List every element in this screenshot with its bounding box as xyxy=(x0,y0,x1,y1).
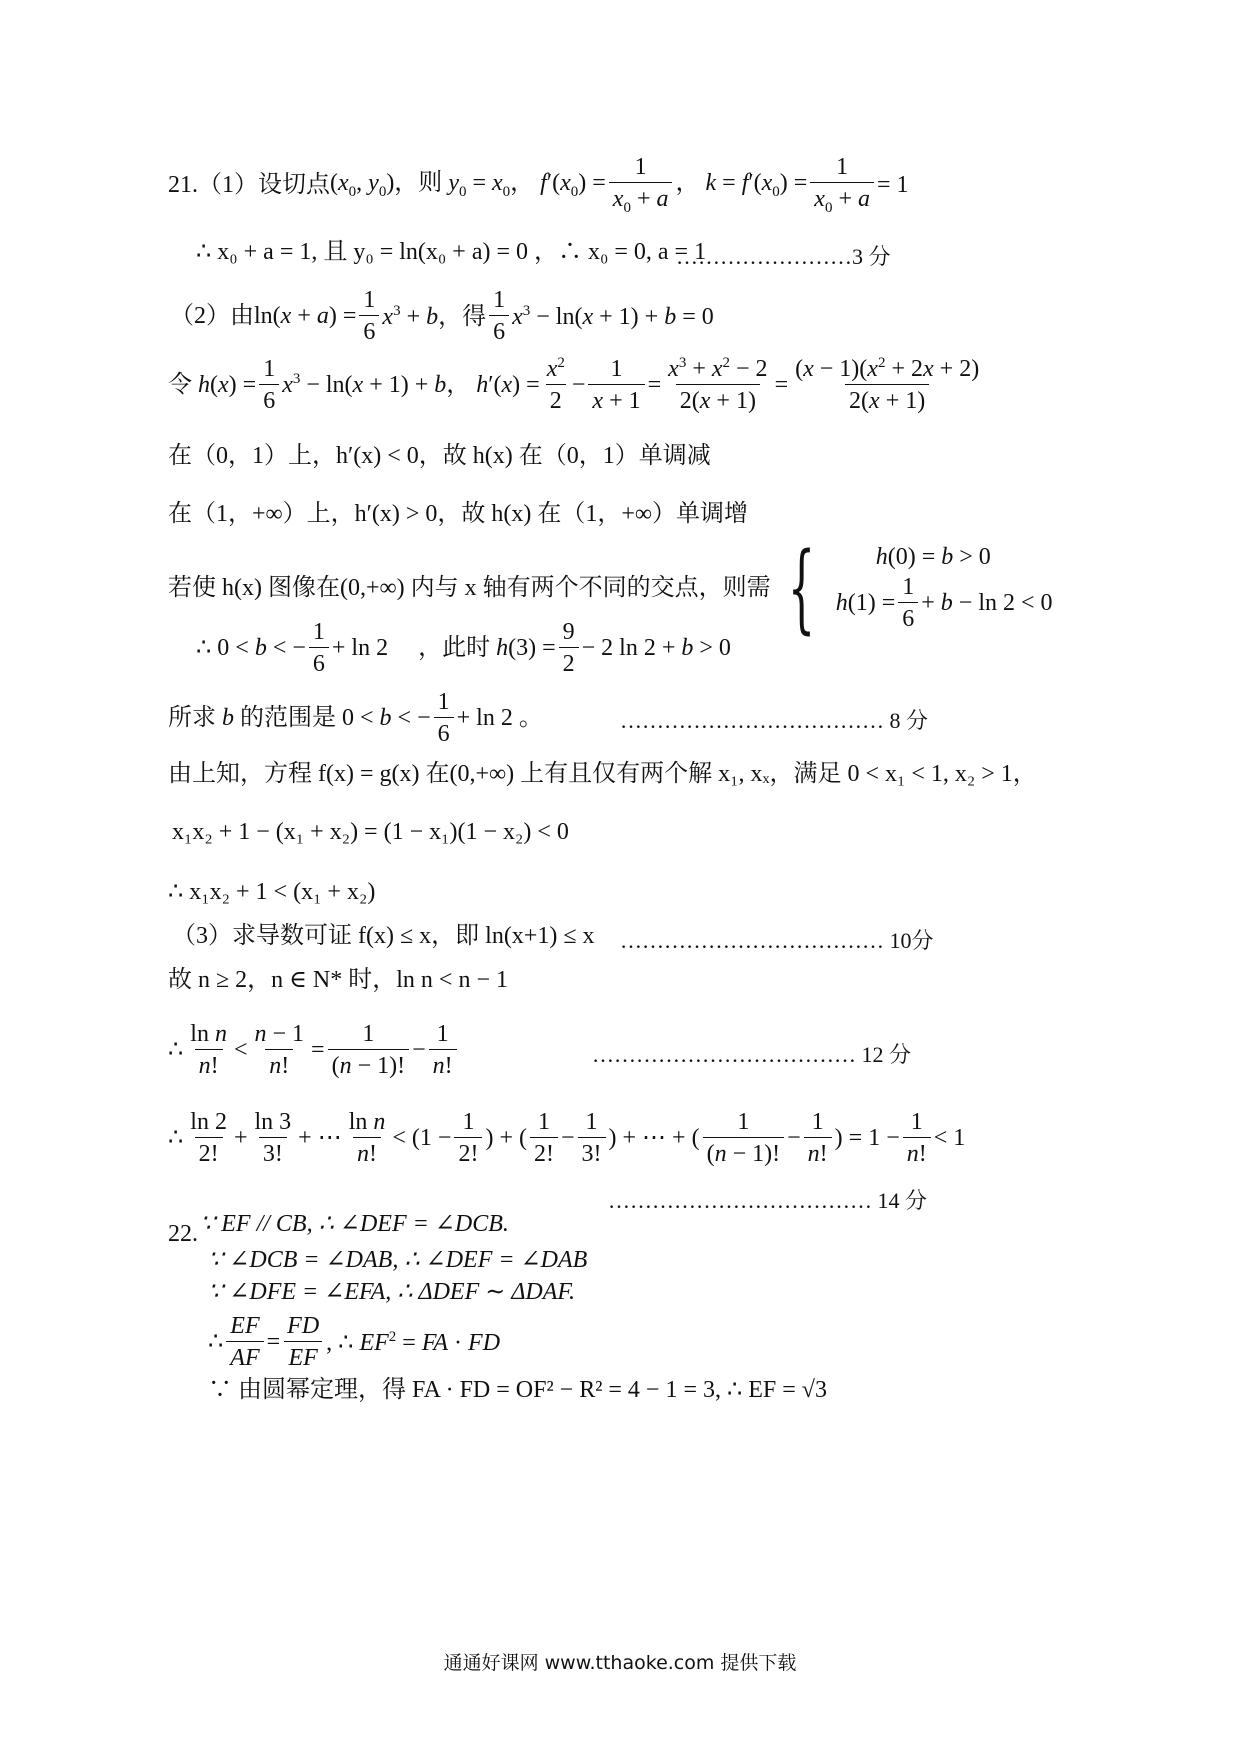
q21-line10: 由上知，方程 f(x) = g(x) 在(0,+∞) 上有且仅有两个解 x₁, xₓ，满足 0 < x₁ < 1, x₂ > 1， xyxy=(168,761,1037,787)
formula: ($x_0$, $y_0$)，则 $y_0 = x_0$， $f'(x_0)$ = xyxy=(330,170,606,200)
formula: h(0) = b > 0 xyxy=(875,544,991,570)
score-12: ……………………………… 12 分 xyxy=(592,1042,912,1067)
fraction: $\frac{1}{6}$ xyxy=(259,357,279,413)
q22-line3: ∵ ∠DFE = ∠EFA, ∴ ΔDEF ∼ ΔDAF. xyxy=(208,1279,575,1305)
q21-sum-line xyxy=(168,1110,965,1166)
formula: < (1 − xyxy=(392,1125,452,1151)
q22-ratio-line xyxy=(208,1314,500,1370)
q22-line1: ∵ EF // CB, ∴ ∠DEF = ∠DCB. xyxy=(200,1211,509,1237)
fraction: $\frac{\ln 3}{3!}$ xyxy=(254,1109,292,1167)
q21-b-range-line xyxy=(196,620,731,676)
formula: − xyxy=(560,1125,575,1151)
formula: ) + ( xyxy=(485,1125,527,1151)
formula: − 2 ln 2 + b > 0 xyxy=(581,635,731,661)
formula: , ∴ $EF^2$ = FA · FD xyxy=(326,1328,501,1356)
q21-part2-line xyxy=(170,288,714,344)
fraction: $\frac{1}{2!}$ xyxy=(530,1110,558,1166)
formula: ∴ 0 < b < − xyxy=(196,635,306,661)
formula: < 1 xyxy=(933,1125,966,1151)
formula: h(1) = $\frac{1}{6}$ + b − ln 2 < 0 xyxy=(835,574,1053,632)
score-14: ……………………………… 14 分 xyxy=(608,1188,928,1213)
formula: = 1 xyxy=(877,172,909,199)
equation-system xyxy=(836,545,1053,631)
fraction: $\frac{x^2}{2}$ xyxy=(546,355,565,414)
q21-line14: 故 n ≥ 2，n ∈ N* 时，ln n < n − 1 xyxy=(168,967,509,993)
fraction: $\frac{1}{(n - 1)!}$ xyxy=(328,1022,410,1078)
formula: + ⋯ xyxy=(298,1125,342,1151)
fraction: $\frac{1}{x_0 + a}$ xyxy=(609,155,673,216)
q22-label: 22. xyxy=(168,1221,198,1247)
q22-line5: ∵ 由圆幂定理，得 FA · FD = OF² − R² = 4 − 1 = 3, ∴ EF = √3 xyxy=(208,1377,827,1403)
q21-line6: 在（1，+∞）上，h′(x) > 0，故 h(x) 在（1，+∞）单调增 xyxy=(168,501,749,527)
condition-text: 若使 h(x) 图像在(0,+∞) 内与 x 轴有两个不同的交点，则需 xyxy=(168,575,771,601)
formula: = xyxy=(266,1329,281,1355)
q22-line2: ∵ ∠DCB = ∠DAB, ∴ ∠DEF = ∠DAB xyxy=(208,1247,588,1273)
q21-h-def-line xyxy=(168,356,986,413)
fraction: $\frac{\text{ln n}}{n!}$ xyxy=(348,1109,386,1167)
formula: + ln 2 。 xyxy=(456,705,543,731)
score-8: ……………………………… 8 分 xyxy=(620,708,929,733)
formula: ) + ⋯ + ( xyxy=(608,1125,700,1151)
q21-part3-line: （3）求导数可证 f(x) ≤ x，即 ln(x+1) ≤ x xyxy=(172,923,595,949)
formula: − xyxy=(571,371,586,398)
fraction: $\frac{1}{n!}$ xyxy=(903,1110,931,1166)
formula: ， $k = f'(x_0)$ = xyxy=(675,170,808,200)
formula: ln(x + a) = xyxy=(254,303,357,329)
formula: $x^3 - \ln(x + 1) + b = 0$ xyxy=(512,302,714,330)
score-10: ……………………………… 10分 xyxy=(620,928,934,953)
footer-watermark: 通通好课网 www.tthaoke.com 提供下载 xyxy=(443,1652,797,1674)
formula: = xyxy=(311,1037,325,1063)
fraction: $\frac{1}{6}$ xyxy=(489,288,509,344)
formula: < xyxy=(233,1037,248,1063)
q21-line2: ∴ x₀ + a = 1, 且 y₀ = ln(x₀ + a) = 0 ，∴ x₀ = 0, a = 1 xyxy=(196,239,707,265)
fraction: $\frac{x^3 + x^2 - 2}{2(x + 1)}$ xyxy=(668,355,768,414)
formula: ∴ xyxy=(168,1125,184,1151)
formula: − xyxy=(787,1125,801,1151)
q21-line11: x₁x₂ + 1 − (x₁ + x₂) = (1 − x₁)(1 − x₂) < 0 xyxy=(172,819,569,845)
fraction: $\frac{1}{n!}$ xyxy=(429,1022,457,1078)
formula: − xyxy=(412,1037,426,1063)
formula: ∴ xyxy=(168,1037,184,1063)
fraction: $\frac{\ln 2}{2!}$ xyxy=(190,1109,227,1167)
fraction: $\frac{1}{6}$ xyxy=(309,620,329,676)
formula: 令 h(x) = xyxy=(168,371,257,398)
formula: ) = 1 − xyxy=(834,1125,900,1151)
formula: + ln 2 ，此时 h(3) = xyxy=(331,635,556,661)
fraction: $\frac{1}{(n - 1)!}$ xyxy=(703,1110,785,1166)
fraction: $\frac{9}{2}$ xyxy=(559,620,579,676)
fraction: $\frac{1}{6}$ xyxy=(434,690,454,746)
formula: = xyxy=(774,371,789,398)
fraction: $\frac{FD}{EF}$ xyxy=(283,1314,323,1370)
q21-ineq-line xyxy=(168,1022,460,1078)
fraction: $\frac{1}{x + 1}$ xyxy=(588,357,644,413)
fraction: $\frac{(x - 1)(x^2 + 2x + 2)}{2(x + 1)}$ xyxy=(795,355,980,414)
fraction: $\frac{1}{3!}$ xyxy=(578,1110,606,1166)
q21-line12: ∴ x₁x₂ + 1 < (x₁ + x₂) xyxy=(168,879,376,905)
fraction: $\frac{1}{x_0 + a}$ xyxy=(810,155,874,216)
fraction: $\frac{n - 1}{n!}$ xyxy=(254,1021,305,1079)
q21-part1-line xyxy=(168,155,909,216)
q21-b-answer-line xyxy=(168,690,543,746)
formula: = xyxy=(647,371,662,398)
fraction: $\frac{1}{n!}$ xyxy=(804,1110,832,1166)
fraction: $\frac{\text{ln n}}{n!}$ xyxy=(190,1021,227,1079)
fraction: $\frac{EF}{AF}$ xyxy=(226,1314,263,1370)
formula: 所求 b 的范围是 0 < b < − xyxy=(168,705,431,731)
formula: ∴ xyxy=(208,1329,224,1355)
formula: $x^3 + b$，得 xyxy=(382,302,487,330)
part2-prefix: （2）由 xyxy=(170,303,254,329)
fraction: $\frac{1}{2!}$ xyxy=(454,1110,482,1166)
formula: $x^3 - \ln(x + 1) + b$， h′(x) = xyxy=(282,371,540,398)
score-3: ……………………3 分 xyxy=(676,244,891,269)
fraction: $\frac{1}{6}$ xyxy=(359,288,379,344)
brace: { xyxy=(787,532,815,644)
formula: + xyxy=(233,1125,248,1151)
q21-intro-text: 21.（1）设切点 xyxy=(168,172,330,199)
q21-line5: 在（0，1）上，h′(x) < 0，故 h(x) 在（0，1）单调减 xyxy=(168,443,711,469)
